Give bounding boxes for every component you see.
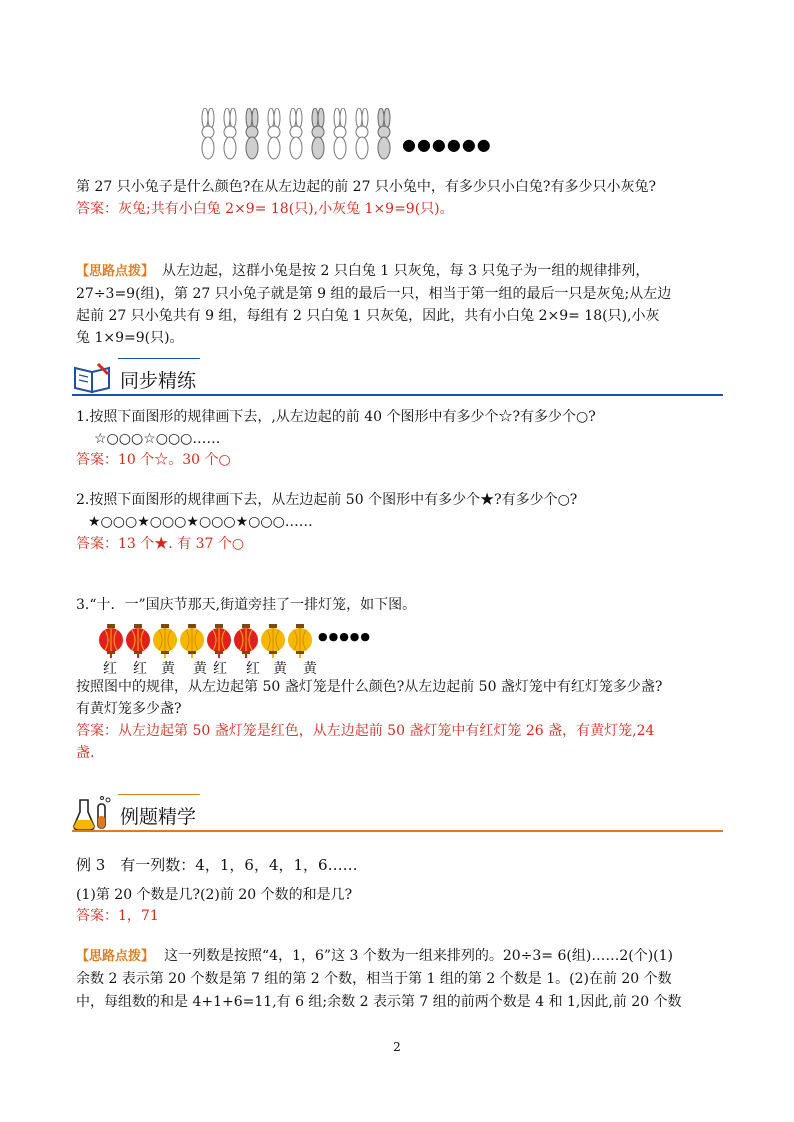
example-3-tip-line-2: 余数 2 表示第 20 个数是第 7 组的第 2 个数，相当于第 1 组的第 2 个数是 1。(2)在前 20 个数 (76, 971, 672, 987)
lantern-label: 黄 (303, 661, 317, 677)
rabbit-question: 第 27 只小兔子是什么颜色?在从左边起的前 27 只小兔中，有多少只小白兔?有多少只小灰兔? (76, 179, 656, 195)
lantern-label: 黄 (273, 661, 287, 677)
yellow-lantern-icon (260, 624, 286, 658)
answer-label: 答案： (76, 201, 118, 217)
lantern-label: 红 (213, 661, 227, 677)
lab-flask-icon (72, 794, 116, 832)
open-book-icon (72, 360, 114, 394)
rabbit-tip-line-1 (76, 262, 649, 281)
lantern-label: 红 (133, 661, 147, 677)
q1-pattern: ☆○○○☆○○○…… (94, 431, 221, 447)
rabbit-tip-line-2: 27÷3=9(组)，第 27 只小兔子就是第 9 组的最后一只，相当于第一组的最后一只是灰兔;从左边 (76, 286, 672, 302)
lantern-label: 红 (246, 661, 260, 677)
section-title: 例题精学 (120, 806, 197, 828)
q3-answer-line-1 (76, 722, 654, 740)
q2-pattern: ★○○○★○○○★○○○★○○○…… (88, 514, 313, 530)
lantern-label: 红 (103, 661, 117, 677)
section-header-examples (72, 792, 723, 832)
red-lantern-icon (206, 624, 232, 658)
gray-rabbit-icon (374, 108, 394, 162)
q2-text: 2.按照下面图形的规律画下去，从左边起前 50 个图形中有多少个★?有多少个○? (76, 492, 578, 508)
red-lantern-icon (233, 624, 259, 658)
header-top-rule (118, 358, 200, 359)
lantern-row (98, 624, 371, 658)
example-3-tip-line-3: 中，每组数的和是 4+1+6=11,有 6 组;余数 2 表示第 7 组的前两个数是 4 和 1,因此,前 20 个数 (76, 994, 682, 1010)
rabbit-tip-line-3: 起前 27 只小兔共有 9 组，每组有 2 只白兔 1 只灰兔，因此，共有小白兔 2×9= 18(只),小灰 (76, 308, 660, 324)
answer-label: 答案： (76, 452, 118, 468)
lantern-continuation-dots: ●●●●● (318, 630, 371, 643)
q1-answer (76, 451, 231, 469)
header-top-rule (118, 794, 200, 795)
answer-text: 1，71 (118, 908, 159, 924)
red-lantern-icon (98, 624, 124, 658)
rabbit-answer (76, 200, 454, 218)
red-lantern-icon (125, 624, 151, 658)
answer-text: 13 个★. 有 37 个○ (118, 536, 245, 552)
q1-text: 1.按照下面图形的规律画下去，,从左边起的前 40 个图形中有多少个☆?有多少个○? (76, 409, 596, 425)
example-3-title: 例 3 有一列数：4，1，6，4，1，6…… (76, 856, 358, 874)
q2-answer (76, 535, 244, 553)
example-3-tip-line-1 (76, 947, 673, 966)
example-3-answer (76, 907, 159, 925)
header-underline (72, 394, 723, 396)
header-underline (72, 830, 723, 832)
white-rabbit-icon (264, 108, 284, 162)
yellow-lantern-icon (152, 624, 178, 658)
answer-label: 答案： (76, 723, 118, 739)
q3-answer-line-2: 盏. (76, 745, 95, 761)
page-number: 2 (393, 1040, 401, 1054)
answer-text: 10 个☆。30 个○ (118, 452, 231, 468)
continuation-dots: ●●●●●● (402, 135, 492, 154)
tip-label: 【思路点拨】 (76, 949, 155, 964)
section-header-practice (72, 356, 723, 396)
q3-line-2: 有黄灯笼多少盏? (76, 701, 182, 717)
gray-rabbit-icon (308, 108, 328, 162)
rabbit-illustration-row (198, 106, 492, 162)
section-title: 同步精练 (120, 370, 197, 392)
tip-label: 【思路点拨】 (76, 264, 155, 279)
q3-text: 3.“十．一”国庆节那天,街道旁挂了一排灯笼，如下图。 (76, 597, 417, 613)
answer-label: 答案： (76, 536, 118, 552)
white-rabbit-icon (352, 108, 372, 162)
white-rabbit-icon (220, 108, 240, 162)
white-rabbit-icon (286, 108, 306, 162)
q3-line-1: 按照图中的规律，从左边起第 50 盏灯笼是什么颜色?从左边起前 50 盏灯笼中有红灯笼多少盏? (76, 679, 663, 695)
yellow-lantern-icon (287, 624, 313, 658)
tip-text: 这一列数是按照“4，1，6”这 3 个数为一组来排列的。20÷3= 6(组)……2(个)(1) (164, 948, 673, 964)
answer-label: 答案： (76, 908, 118, 924)
white-rabbit-icon (330, 108, 350, 162)
yellow-lantern-icon (179, 624, 205, 658)
example-3-question: (1)第 20 个数是几?(2)前 20 个数的和是几? (76, 887, 353, 903)
white-rabbit-icon (198, 108, 218, 162)
tip-text: 从左边起，这群小兔是按 2 只白兔 1 只灰兔，每 3 只兔子为一组的规律排列， (162, 263, 650, 279)
answer-text: 从左边起第 50 盏灯笼是红色，从左边起前 50 盏灯笼中有红灯笼 26 盏，有黄灯笼,24 (118, 723, 655, 739)
rabbit-tip-line-4: 兔 1×9=9(只)。 (76, 330, 184, 346)
lantern-label: 黄 (193, 661, 207, 677)
answer-text: 灰兔;共有小白兔 2×9= 18(只),小灰兔 1×9=9(只)。 (118, 201, 454, 217)
gray-rabbit-icon (242, 108, 262, 162)
lantern-label: 黄 (161, 661, 175, 677)
